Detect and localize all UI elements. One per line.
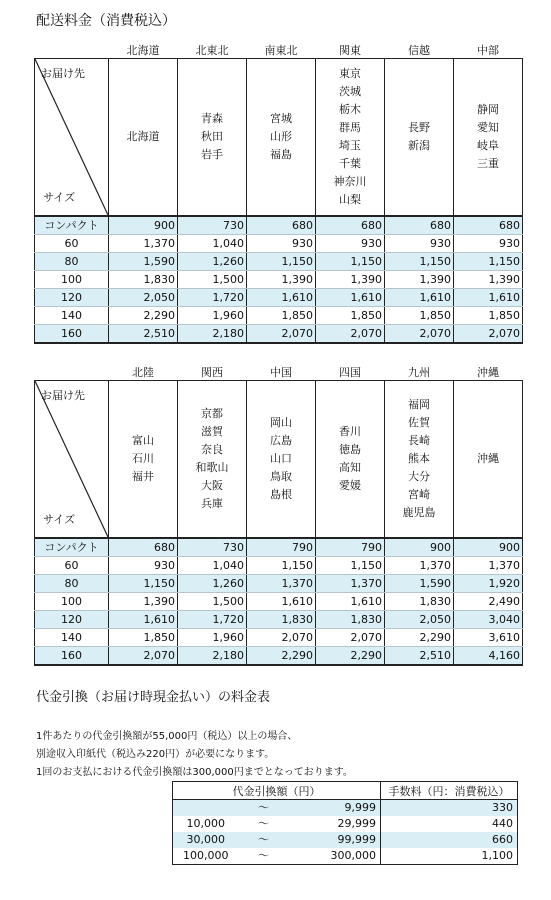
cod-amount-to: 29,999 bbox=[289, 816, 381, 832]
prefecture-name: 福井 bbox=[132, 470, 154, 483]
prefecture-name: 北海道 bbox=[126, 130, 160, 143]
corner-blank bbox=[35, 360, 109, 381]
rate-cell: 1,150 bbox=[316, 253, 385, 271]
cod-amount-to: 99,999 bbox=[289, 832, 381, 848]
prefecture-name: 島根 bbox=[270, 488, 292, 501]
prefecture-name: 静岡 bbox=[477, 103, 499, 116]
rate-cell: 1,500 bbox=[178, 270, 247, 288]
cod-fee: 1,100 bbox=[381, 848, 518, 865]
cod-range-sep: ～ bbox=[239, 800, 289, 817]
rate-cell: 2,490 bbox=[454, 592, 523, 610]
cod-amount-to: 300,000 bbox=[289, 848, 381, 865]
prefecture-name: 奈良 bbox=[201, 443, 223, 456]
region-name: 中部 bbox=[477, 44, 499, 57]
rate-cell: 1,850 bbox=[385, 306, 454, 324]
rate-cell: 930 bbox=[109, 557, 178, 575]
rate-cell: 1,720 bbox=[178, 610, 247, 628]
prefecture-name: 兵庫 bbox=[201, 497, 223, 510]
rate-cell: 1,830 bbox=[247, 610, 316, 628]
region-name: 九州 bbox=[408, 366, 430, 379]
region-name: 北海道 bbox=[126, 44, 160, 57]
cod-note-3: 1回のお支払における代金引換額は300,000円までとなっております。 bbox=[36, 767, 353, 778]
size-label: 80 bbox=[35, 575, 109, 593]
prefecture-name: 山口 bbox=[270, 452, 292, 465]
rate-cell: 1,610 bbox=[385, 288, 454, 306]
rate-cell: 680 bbox=[454, 216, 523, 235]
rate-cell: 680 bbox=[109, 538, 178, 557]
rate-cell: 2,070 bbox=[247, 628, 316, 646]
header-size-label: サイズ bbox=[43, 513, 76, 526]
rate-cell: 1,150 bbox=[316, 557, 385, 575]
rate-cell: 1,150 bbox=[454, 253, 523, 271]
shipping-rate-table-east bbox=[34, 38, 523, 344]
rate-cell: 1,500 bbox=[178, 592, 247, 610]
size-label: 100 bbox=[35, 592, 109, 610]
prefecture-name: 鹿児島 bbox=[402, 506, 436, 519]
size-label: 100 bbox=[35, 270, 109, 288]
prefecture-name: 愛知 bbox=[477, 121, 499, 134]
rate-cell: 2,070 bbox=[316, 324, 385, 343]
rate-cell: 1,850 bbox=[454, 306, 523, 324]
cod-fee: 440 bbox=[381, 816, 518, 832]
size-label: 140 bbox=[35, 306, 109, 324]
prefecture-name: 福島 bbox=[270, 148, 292, 161]
rate-cell: 2,290 bbox=[109, 306, 178, 324]
prefecture-name: 広島 bbox=[270, 434, 292, 447]
prefecture-name: 京都 bbox=[201, 407, 223, 420]
rate-cell: 2,070 bbox=[247, 324, 316, 343]
prefecture-name: 山形 bbox=[270, 130, 292, 143]
rate-row bbox=[35, 288, 523, 306]
rate-cell: 2,180 bbox=[178, 646, 247, 665]
rate-cell: 930 bbox=[385, 235, 454, 253]
rate-cell: 1,040 bbox=[178, 557, 247, 575]
region-name: 北陸 bbox=[132, 366, 154, 379]
prefecture-name: 滋賀 bbox=[201, 425, 223, 438]
prefecture-name: 熊本 bbox=[408, 452, 430, 465]
size-label: 80 bbox=[35, 253, 109, 271]
rate-cell: 3,610 bbox=[454, 628, 523, 646]
cod-amount-from bbox=[173, 800, 239, 817]
prefecture-list bbox=[109, 381, 178, 539]
rate-cell: 1,830 bbox=[316, 610, 385, 628]
rate-cell: 1,370 bbox=[109, 235, 178, 253]
rate-cell: 1,610 bbox=[316, 592, 385, 610]
prefecture-list bbox=[247, 59, 316, 217]
rate-cell: 680 bbox=[316, 216, 385, 235]
prefecture-name: 岡山 bbox=[270, 416, 292, 429]
rate-row bbox=[35, 253, 523, 271]
rate-cell: 1,850 bbox=[109, 628, 178, 646]
rate-cell: 1,370 bbox=[316, 575, 385, 593]
size-label: 60 bbox=[35, 235, 109, 253]
prefecture-name: 長野 bbox=[408, 121, 430, 134]
cod-amount-from: 30,000 bbox=[173, 832, 239, 848]
rate-cell: 900 bbox=[385, 538, 454, 557]
rate-row bbox=[35, 324, 523, 343]
rate-cell: 1,830 bbox=[385, 592, 454, 610]
page-title: 配送料金（消費税込） bbox=[36, 13, 176, 29]
cod-range-sep: ～ bbox=[239, 848, 289, 865]
prefecture-name: 青森 bbox=[201, 112, 223, 125]
rate-cell: 930 bbox=[454, 235, 523, 253]
rate-cell: 2,290 bbox=[316, 646, 385, 665]
rate-cell: 1,850 bbox=[247, 306, 316, 324]
header-destination-label: お届け先 bbox=[41, 389, 85, 402]
rate-cell: 1,260 bbox=[178, 253, 247, 271]
rate-cell: 900 bbox=[109, 216, 178, 235]
diagonal-header-cell bbox=[35, 381, 109, 539]
rate-cell: 2,070 bbox=[109, 646, 178, 665]
cod-row bbox=[173, 832, 518, 848]
prefecture-name: 佐賀 bbox=[408, 416, 430, 429]
prefecture-name: 富山 bbox=[132, 434, 154, 447]
prefecture-name: 岩手 bbox=[201, 148, 223, 161]
prefecture-name: 沖縄 bbox=[477, 452, 499, 465]
rate-cell: 680 bbox=[247, 216, 316, 235]
prefecture-list bbox=[454, 59, 523, 217]
rate-cell: 1,370 bbox=[454, 557, 523, 575]
rate-cell: 1,920 bbox=[454, 575, 523, 593]
prefecture-name: 大阪 bbox=[201, 479, 223, 492]
header-destination-label: お届け先 bbox=[41, 67, 85, 80]
rate-cell: 730 bbox=[178, 538, 247, 557]
rate-cell: 2,510 bbox=[109, 324, 178, 343]
rate-cell: 680 bbox=[385, 216, 454, 235]
prefecture-name: 和歌山 bbox=[195, 461, 229, 474]
rate-cell: 2,290 bbox=[385, 628, 454, 646]
prefecture-name: 岐阜 bbox=[477, 139, 499, 152]
prefecture-list bbox=[316, 381, 385, 539]
rate-cell: 4,160 bbox=[454, 646, 523, 665]
rate-row bbox=[35, 575, 523, 593]
prefecture-list bbox=[385, 59, 454, 217]
region-name: 北東北 bbox=[195, 44, 229, 57]
cod-fee: 660 bbox=[381, 832, 518, 848]
rate-row bbox=[35, 610, 523, 628]
rate-row bbox=[35, 557, 523, 575]
prefecture-name: 茨城 bbox=[339, 85, 361, 98]
size-label: 160 bbox=[35, 646, 109, 665]
rate-cell: 790 bbox=[316, 538, 385, 557]
cod-row bbox=[173, 816, 518, 832]
cod-amount-from: 100,000 bbox=[173, 848, 239, 865]
size-label: 160 bbox=[35, 324, 109, 343]
rate-cell: 1,960 bbox=[178, 306, 247, 324]
prefecture-name: 三重 bbox=[477, 157, 499, 170]
rate-cell: 1,150 bbox=[247, 557, 316, 575]
region-name: 沖縄 bbox=[477, 366, 499, 379]
diagonal-header-cell bbox=[35, 59, 109, 217]
prefecture-name: 秋田 bbox=[201, 130, 223, 143]
rate-row bbox=[35, 216, 523, 235]
rate-cell: 1,390 bbox=[109, 592, 178, 610]
prefecture-name: 埼玉 bbox=[339, 139, 361, 152]
prefecture-name: 千葉 bbox=[339, 157, 361, 170]
rate-cell: 2,510 bbox=[385, 646, 454, 665]
rate-cell: 1,610 bbox=[316, 288, 385, 306]
prefecture-name: 石川 bbox=[132, 452, 154, 465]
prefecture-name: 愛媛 bbox=[339, 479, 361, 492]
region-name: 関東 bbox=[339, 44, 361, 57]
rate-cell: 1,610 bbox=[247, 288, 316, 306]
rate-cell: 1,720 bbox=[178, 288, 247, 306]
prefecture-name: 徳島 bbox=[339, 443, 361, 456]
rate-cell: 1,390 bbox=[454, 270, 523, 288]
rate-cell: 1,390 bbox=[316, 270, 385, 288]
rate-row bbox=[35, 235, 523, 253]
rate-cell: 900 bbox=[454, 538, 523, 557]
size-label: 60 bbox=[35, 557, 109, 575]
header-size-label: サイズ bbox=[43, 191, 76, 204]
cod-row bbox=[173, 800, 518, 817]
cod-header-amount: 代金引換額（円） bbox=[173, 782, 381, 800]
prefecture-name: 神奈川 bbox=[333, 175, 367, 188]
prefecture-list bbox=[109, 59, 178, 217]
rate-cell: 2,070 bbox=[385, 324, 454, 343]
prefecture-name: 群馬 bbox=[339, 121, 361, 134]
rate-row bbox=[35, 646, 523, 665]
cod-note-2: 別途収入印紙代（税込み220円）が必要になります。 bbox=[36, 749, 275, 760]
cod-fee: 330 bbox=[381, 800, 518, 817]
prefecture-name: 宮城 bbox=[270, 112, 292, 125]
prefecture-name: 山梨 bbox=[339, 193, 361, 206]
rate-row bbox=[35, 592, 523, 610]
prefecture-name: 東京 bbox=[339, 67, 361, 80]
size-label: コンパクト bbox=[35, 216, 109, 235]
rate-cell: 1,830 bbox=[109, 270, 178, 288]
rate-cell: 1,610 bbox=[109, 610, 178, 628]
rate-row bbox=[35, 306, 523, 324]
cod-title: 代金引換（お届け時現金払い）の料金表 bbox=[36, 690, 271, 705]
prefecture-name: 新潟 bbox=[408, 139, 430, 152]
rate-cell: 2,290 bbox=[247, 646, 316, 665]
rate-cell: 2,050 bbox=[385, 610, 454, 628]
rate-cell: 1,390 bbox=[247, 270, 316, 288]
rate-cell: 1,370 bbox=[385, 557, 454, 575]
rate-row bbox=[35, 538, 523, 557]
rate-row bbox=[35, 270, 523, 288]
prefecture-name: 宮崎 bbox=[408, 488, 430, 501]
prefecture-name: 福岡 bbox=[408, 398, 430, 411]
rate-cell: 2,070 bbox=[316, 628, 385, 646]
rate-cell: 1,040 bbox=[178, 235, 247, 253]
rate-cell: 2,070 bbox=[454, 324, 523, 343]
prefecture-list bbox=[316, 59, 385, 217]
rate-cell: 1,960 bbox=[178, 628, 247, 646]
rate-cell: 1,610 bbox=[454, 288, 523, 306]
prefecture-list bbox=[178, 381, 247, 539]
cod-row bbox=[173, 848, 518, 865]
prefecture-name: 香川 bbox=[339, 425, 361, 438]
prefecture-name: 長崎 bbox=[408, 434, 430, 447]
shipping-rate-table-west bbox=[34, 360, 523, 666]
rate-cell: 2,050 bbox=[109, 288, 178, 306]
cod-header-fee: 手数料（円：消費税込） bbox=[381, 782, 518, 800]
region-name: 南東北 bbox=[264, 44, 298, 57]
corner-blank bbox=[35, 38, 109, 59]
prefecture-name: 高知 bbox=[339, 461, 361, 474]
rate-cell: 1,610 bbox=[247, 592, 316, 610]
size-label: 120 bbox=[35, 288, 109, 306]
rate-cell: 3,040 bbox=[454, 610, 523, 628]
rate-cell: 1,150 bbox=[385, 253, 454, 271]
rate-cell: 790 bbox=[247, 538, 316, 557]
region-name: 四国 bbox=[339, 366, 361, 379]
rate-cell: 1,390 bbox=[385, 270, 454, 288]
rate-cell: 1,370 bbox=[247, 575, 316, 593]
rate-cell: 1,590 bbox=[109, 253, 178, 271]
rate-cell: 930 bbox=[247, 235, 316, 253]
cod-fee-table bbox=[172, 781, 518, 865]
rate-cell: 1,150 bbox=[109, 575, 178, 593]
cod-note-1: 1件あたりの代金引換額が55,000円（税込）以上の場合、 bbox=[36, 731, 298, 742]
region-name: 中国 bbox=[270, 366, 292, 379]
rate-cell: 1,850 bbox=[316, 306, 385, 324]
cod-range-sep: ～ bbox=[258, 817, 269, 830]
size-label: コンパクト bbox=[35, 538, 109, 557]
prefecture-name: 栃木 bbox=[339, 103, 361, 116]
prefecture-list bbox=[385, 381, 454, 539]
size-label: 120 bbox=[35, 610, 109, 628]
size-label: 140 bbox=[35, 628, 109, 646]
region-name: 信越 bbox=[408, 44, 430, 57]
rate-cell: 2,180 bbox=[178, 324, 247, 343]
rate-cell: 1,260 bbox=[178, 575, 247, 593]
prefecture-list bbox=[178, 59, 247, 217]
rate-cell: 930 bbox=[316, 235, 385, 253]
rate-cell: 730 bbox=[178, 216, 247, 235]
prefecture-name: 大分 bbox=[408, 470, 430, 483]
rate-row bbox=[35, 628, 523, 646]
region-name: 関西 bbox=[201, 366, 223, 379]
prefecture-name: 鳥取 bbox=[270, 470, 292, 483]
prefecture-list bbox=[454, 381, 523, 539]
cod-amount-to: 9,999 bbox=[289, 800, 381, 817]
rate-cell: 1,150 bbox=[247, 253, 316, 271]
cod-amount-from: 10,000 bbox=[173, 816, 239, 832]
rate-cell: 1,590 bbox=[385, 575, 454, 593]
cod-range-sep: ～ bbox=[239, 832, 289, 848]
prefecture-list bbox=[247, 381, 316, 539]
